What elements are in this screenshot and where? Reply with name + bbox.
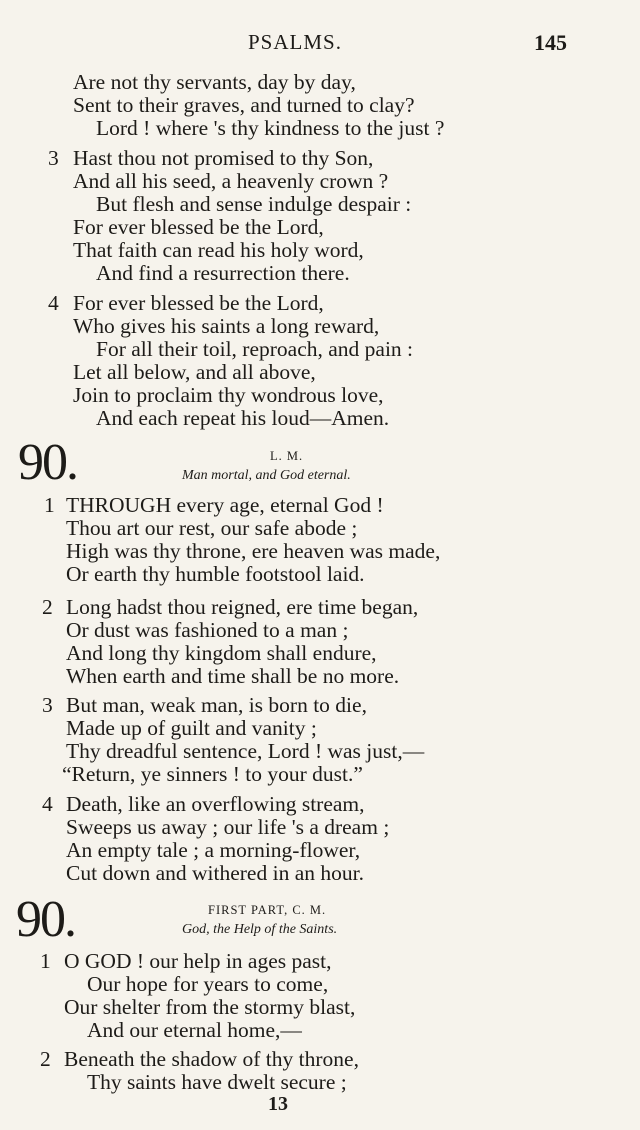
verse-line: Beneath the shadow of thy throne, — [64, 1047, 359, 1071]
meter-label: L. M. — [270, 449, 304, 463]
verse-line: And all his seed, a heavenly crown ? — [73, 169, 389, 193]
verse-number: 3 — [48, 146, 59, 170]
verse-line: Thy saints have dwelt secure ; — [87, 1070, 347, 1094]
verse-line: But flesh and sense indulge despair : — [96, 192, 412, 216]
signature-mark: 13 — [268, 1093, 288, 1115]
verse-line: When earth and time shall be no more. — [66, 664, 400, 688]
verse-line: Death, like an overflowing stream, — [66, 792, 365, 816]
page-number: 145 — [534, 30, 567, 55]
verse-line: Thy dreadful sentence, Lord ! was just,— — [66, 739, 425, 763]
verse-line: And our eternal home,— — [87, 1018, 302, 1042]
verse-line: Sweeps us away ; our life 's a dream ; — [66, 815, 390, 839]
verse-line: Our hope for years to come, — [87, 972, 329, 996]
verse-number: 2 — [42, 595, 53, 619]
verse-line: Let all below, and all above, — [73, 360, 316, 384]
verse-line: Or dust was fashioned to a man ; — [66, 618, 349, 642]
verse-number: 1 — [40, 949, 51, 973]
verse-line: For ever blessed be the Lord, — [73, 215, 324, 239]
meter-label: FIRST PART, C. M. — [208, 903, 327, 917]
psalm-number: 90. — [18, 434, 77, 491]
verse-number: 1 — [44, 493, 55, 517]
verse-line: Or earth thy humble footstool laid. — [66, 562, 365, 586]
verse-line: And find a resurrection there. — [96, 261, 350, 285]
verse-line: Our shelter from the stormy blast, — [64, 995, 356, 1019]
verse-line: For ever blessed be the Lord, — [73, 291, 324, 315]
verse-number: 2 — [40, 1047, 51, 1071]
page-header — [0, 30, 640, 58]
verse-line: Thou art our rest, our safe abode ; — [66, 516, 358, 540]
verse-line: And long thy kingdom shall endure, — [66, 641, 377, 665]
verse-line: High was thy throne, ere heaven was made, — [66, 539, 441, 563]
verse-line: That faith can read his holy word, — [73, 238, 364, 262]
psalm-number: 90. — [16, 891, 75, 948]
verse-line: Cut down and withered in an hour. — [66, 861, 364, 885]
verse-number: 4 — [42, 792, 53, 816]
verse-line: Long hadst thou reigned, ere time began, — [66, 595, 419, 619]
verse-line: For all their toil, reproach, and pain : — [96, 337, 414, 361]
verse-number: 4 — [48, 291, 59, 315]
verse-line: And each repeat his loud—Amen. — [96, 406, 390, 430]
psalm-subtitle: God, the Help of the Saints. — [182, 922, 338, 937]
verse-number: 3 — [42, 693, 53, 717]
verse-line: Who gives his saints a long reward, — [73, 314, 380, 338]
verse-line: Sent to their graves, and turned to clay? — [73, 93, 415, 117]
verse-line: THROUGH every age, eternal God ! — [66, 493, 384, 517]
verse-line: An empty tale ; a morning-flower, — [66, 838, 361, 862]
verse-line: Are not thy servants, day by day, — [73, 70, 356, 94]
verse-line: Made up of guilt and vanity ; — [66, 716, 317, 740]
psalm-subtitle: Man mortal, and God eternal. — [182, 468, 351, 483]
verse-line: “Return, ye sinners ! to your dust.” — [62, 762, 363, 786]
verse-line: Hast thou not promised to thy Son, — [73, 146, 374, 170]
running-head: PSALMS. — [248, 30, 342, 54]
verse-line: Join to proclaim thy wondrous love, — [73, 383, 384, 407]
verse-line: But man, weak man, is born to die, — [66, 693, 367, 717]
verse-line: Lord ! where 's thy kindness to the just ? — [96, 116, 445, 140]
verse-line: O GOD ! our help in ages past, — [64, 949, 332, 973]
